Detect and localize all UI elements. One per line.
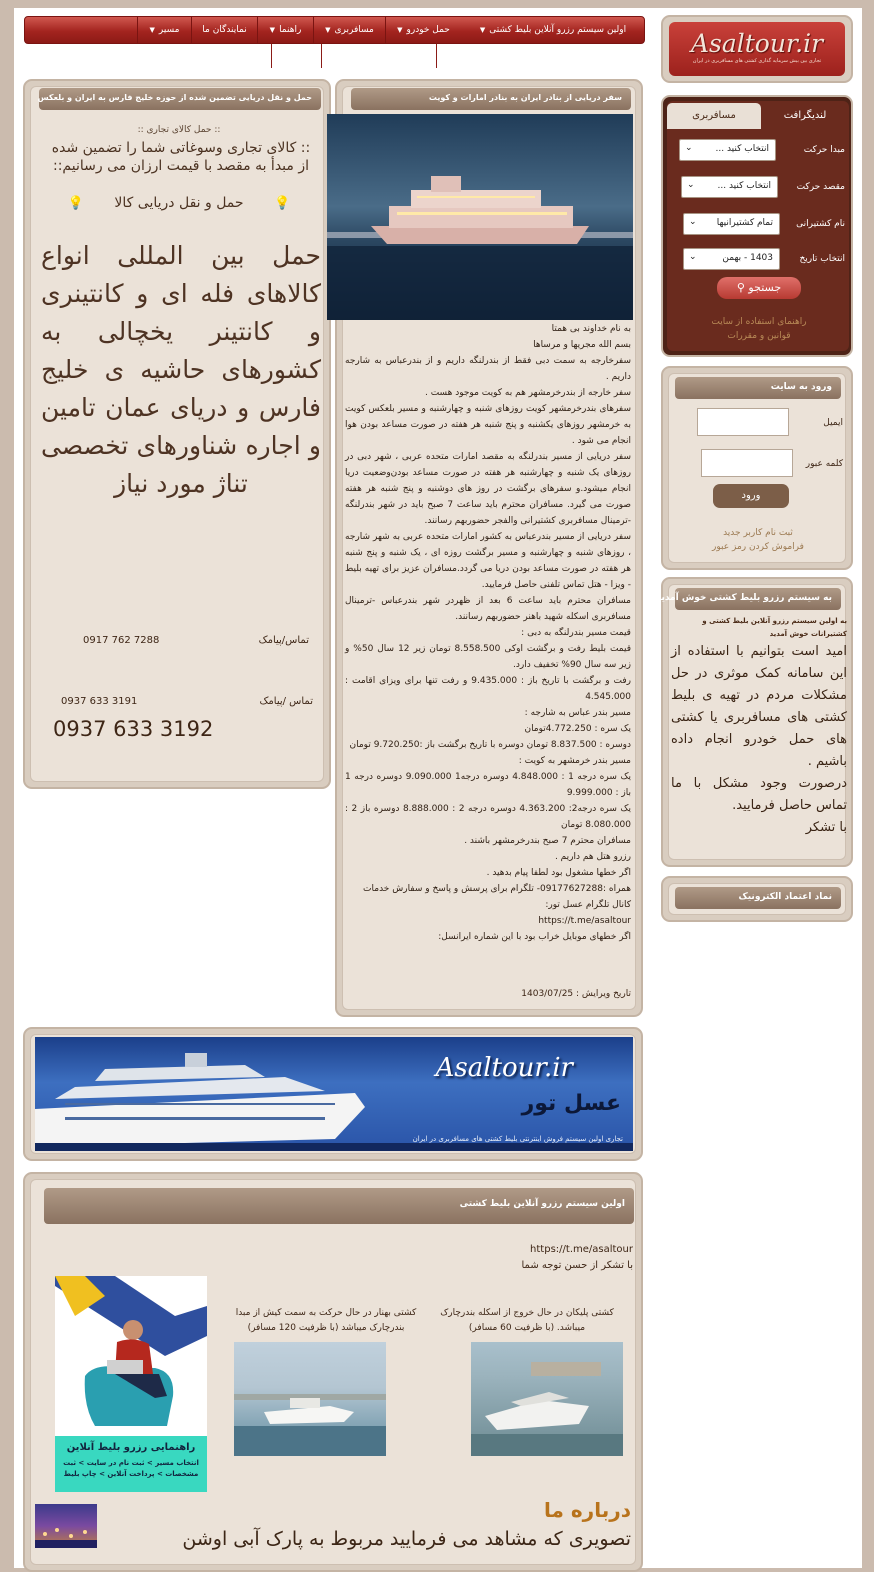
banner-name: عسل تور bbox=[521, 1091, 621, 1116]
menu-divider bbox=[271, 44, 272, 68]
login-title: ورود به سایت bbox=[675, 377, 841, 399]
email-label: ایمیل bbox=[823, 418, 843, 428]
tab-landing-craft[interactable]: لندیگرافت bbox=[783, 110, 827, 121]
bottom-panel bbox=[23, 1172, 643, 1572]
booking-guide-card[interactable] bbox=[55, 1276, 207, 1492]
password-field[interactable] bbox=[701, 449, 793, 477]
tab-passenger[interactable]: مسافربری bbox=[667, 103, 761, 129]
banner-logo-text: Asaltour.ir bbox=[435, 1053, 573, 1083]
behnar-ship-image bbox=[234, 1342, 386, 1456]
shipping-line-label: نام کشتیرانی bbox=[796, 219, 845, 229]
date-label: انتخاب تاریخ bbox=[799, 254, 845, 264]
welcome-title: به سیستم رزرو بلیط کشتی خوش آمدید bbox=[675, 588, 841, 610]
trip-title: سفر دریایی از بنادر ایران به بنادر امارات و کویت bbox=[351, 88, 631, 110]
pelican-ship-image bbox=[471, 1342, 623, 1456]
caret-down-icon: ▼ bbox=[325, 26, 331, 34]
ferry-photo bbox=[327, 114, 633, 320]
welcome-subtitle: به اولین سیستم رزرو آنلاین بلیط کشتی و کشتیرانات خوش آمدید bbox=[702, 617, 847, 638]
enamad-panel bbox=[661, 876, 853, 922]
logo-text: Asaltour.ir bbox=[690, 29, 824, 58]
origin-label: مبدا حرکت bbox=[803, 145, 845, 155]
chevron-down-icon: ⌄ bbox=[689, 217, 697, 227]
guide-illustration bbox=[55, 1276, 207, 1436]
caret-down-icon: ▼ bbox=[149, 26, 155, 34]
chevron-down-icon: ⌄ bbox=[685, 143, 693, 153]
trip-body: به نام خداوند بی همتا بسم الله مجریها و مرساها سفرخارجه به سمت دبی فقط از بندرلنگه داریم و از بندرعباس به شارجه داریم . سفر خارجه از بندرخرمشهر هم به کویت موجود هست . سفرهای بندرخرمشهر کویت روزهای شنبه و چهارشنبه و مسیر بلعکس کویت به خرمشهر روزهای یکشنبه و پنج شنبه هر هفته در صورت مساعد بودن هوا انجام می شود . سفر دریایی از مسیر بندرلنگه به مقصد امارات متحده عربی ، شهر دبی در روزهای یک شنبه و چهارشنبه هر هفته در صورت مساعد بودن‌وضعیت دریا انجام میشود.و سفرهای برگشت در روز های دوشنبه و پنج شنبه هر هفته صورت می گیرد. مسافران محترم باید ساعت 7 صبح باید در شهر بندرلنگه -ترمینال مسافربری کشتیرانی والفجر حضوربهم رسانند. سفر دریایی از مسیر بندرعباس به کشور امارات متحده عربی به شهر شارجه ، روزهای شنبه و چهارشنبه و مسیر برگشت روزه ای ، یک شنبه و پنج شنبه هر هفته در صورت مساعد بودن دریا می گردد.مسافران عزیز برای تهیه بلیط - ویزا - هتل تماس تلفنی حاصل فرمایید. مسافران محترم باید ساعت 6 بعد از ظهردر شهر بندرعباس -ترمینال مسافربری اسکله شهید باهنر حضوربهم رسانند. قیمت مسیر بندرلنگه به دبی : قیمت بلیط رفت و برگشت اوکی 8.558.500 تومان زیر 12 سال 50% و زیر سه سال 90% تخفیف دارد. رفت و برگشت با تاریخ باز : 9.435.000 و رفت تنها برای ویزای اقامت : 4.545.000 مسیر بندر عباس به شارجه : یک سره : 4.772.250تومان دوسره : 8.837.500 تومان دوسره با تاریخ برگشت باز :9.720.250 تومان مسیر بندر خرمشهر به کویت : یک سره درجه 1 : 4.848.000 دوسره درجه1 9.090.000 دوسره درجه 1 باز : 9.999.000 یک سره درجه2: 4.363.200 دوسره درجه 2 : 8.888.000 دوسره باز 2 : 8.080.000 تومان مسافران محترم 7 صبح بندرخرمشهر باشند . رزرو هتل هم داریم . اگر خطها مشغول بود لطفا پیام بدهید . همراه :09177627288- تلگرام برای پرسش و پاسخ و سفارش خدمات کانال تلگرام عسل تور: https://t.me/asaltour اگر خطهای موبایل خراب بود با این شماره ایرانسل: bbox=[345, 324, 632, 942]
logo-tagline: تجاری بین بیش سرمایه گذاری کشتی های مسافربری در ایران bbox=[692, 58, 822, 64]
main-menu bbox=[24, 16, 645, 44]
enamad-title[interactable]: نماد اعتماد الکترونیک bbox=[675, 887, 841, 909]
destination-label: مقصد حرکت bbox=[796, 182, 845, 192]
menu-item-car-transport[interactable]: حمل خودرو▼ bbox=[385, 17, 461, 43]
date-select[interactable]: 1403 - بهمن ⌄ bbox=[683, 248, 780, 270]
login-panel bbox=[661, 366, 853, 570]
bottom-title: اولین سیستم رزرو آنلاین بلیط کشتی bbox=[44, 1188, 634, 1224]
login-button[interactable]: ورود bbox=[713, 484, 789, 508]
about-photo bbox=[35, 1504, 97, 1548]
ship1-caption: کشتی پلیکان در حال خروج از اسکله بندرچارک میباشد. (با ظرفیت 60 مسافر) bbox=[440, 1308, 614, 1333]
about-text: تصویری که مشاهد می فرمایید مربوط به پارک آبی اوشن bbox=[182, 1528, 631, 1550]
email-field[interactable] bbox=[697, 408, 789, 436]
logo-panel[interactable] bbox=[661, 15, 853, 83]
aquapark-image bbox=[35, 1504, 97, 1548]
about-title: درباره ما bbox=[544, 1498, 631, 1522]
search-panel bbox=[661, 95, 853, 357]
chevron-down-icon: ⌄ bbox=[687, 180, 695, 190]
menu-item-agents[interactable]: نمایندگان ما bbox=[191, 17, 257, 43]
shipping-line-select[interactable]: تمام کشتیرانیها ⌄ bbox=[683, 213, 780, 235]
chevron-down-icon: ⌄ bbox=[689, 252, 697, 262]
menu-item-passenger[interactable]: مسافربری▼ bbox=[313, 17, 385, 43]
cargo-intro: :: کالای تجاری وسوغاتی شما را تضمین شده از مبدأ به مقصد با قیمت ارزان می رسانیم:: bbox=[51, 140, 311, 174]
edit-date: تاریخ ویرایش : 1403/07/25 bbox=[521, 989, 631, 999]
lightbulb-icon: 💡 bbox=[274, 196, 291, 211]
trip-panel bbox=[335, 79, 643, 1017]
contact1-value[interactable]: 0917 762 7288 bbox=[83, 635, 160, 646]
booking-guide-footer: راهنمایی رزرو بلیط آنلاین انتخاب مسیر > ثبت نام در سایت > ثبت مشخصات > پرداخت آنلاین > چاپ بلیط bbox=[55, 1436, 207, 1492]
cargo-tag: :: حمل کالای تجاری :: bbox=[137, 125, 221, 135]
banner-tagline: تجاری اولین سیستم فروش اینترنتی بلیط کشتی های مسافربری در ایران bbox=[412, 1135, 623, 1143]
ferry-image bbox=[327, 114, 633, 320]
usage-guide-link[interactable]: راهنمای استفاده از سایت bbox=[711, 317, 807, 327]
forgot-password-link[interactable]: فراموش کردن رمز عبور bbox=[712, 542, 804, 552]
ship2-caption: کشتی بهنار در حال حرکت به سمت کیش از مبدا بندرچارک میباشد (با ظرفیت 120 مسافر) bbox=[235, 1308, 417, 1333]
menu-item-guide[interactable]: راهنما▼ bbox=[257, 17, 313, 43]
ship1-photo[interactable] bbox=[471, 1342, 623, 1456]
register-link[interactable]: ثبت نام کاربر جدید bbox=[723, 528, 793, 538]
menu-item-route[interactable]: مسیر▼ bbox=[137, 17, 191, 43]
caret-down-icon: ▼ bbox=[269, 26, 276, 34]
cargo-panel bbox=[23, 79, 331, 789]
terms-link[interactable]: قوانین و مقررات bbox=[727, 331, 791, 341]
search-button[interactable]: جستجو ⚲ bbox=[717, 277, 801, 299]
menu-item-online-booking[interactable]: اولین سیستم رزرو آنلاین بلیط کشتی▼ bbox=[479, 25, 627, 35]
menu-divider bbox=[436, 44, 437, 68]
telegram-link[interactable]: https://t.me/asaltour bbox=[538, 916, 631, 926]
banner-image[interactable] bbox=[35, 1037, 633, 1151]
cargo-title: حمل و نقل دریایی تضمین شده از حوزه خلیج فارس به ایران و بلعکس bbox=[39, 88, 321, 110]
contact1-label: تماس/پیامک bbox=[258, 635, 309, 646]
contact3-value[interactable]: 0937 633 3192 bbox=[53, 717, 214, 741]
bottom-telegram-link[interactable]: https://t.me/asaltour bbox=[530, 1244, 633, 1255]
site-logo[interactable] bbox=[669, 22, 845, 76]
contact2-value[interactable]: 0937 633 3191 bbox=[61, 696, 138, 707]
contact2-label: تماس /پیامک bbox=[259, 696, 313, 707]
destination-select[interactable]: انتخاب کنید ... ⌄ bbox=[681, 176, 778, 198]
lightbulb-icon: 💡 bbox=[67, 196, 84, 211]
ship2-photo[interactable] bbox=[234, 1342, 386, 1456]
caret-down-icon: ▼ bbox=[397, 26, 403, 34]
cargo-big-text: حمل بین المللی انواع کالاهای فله ای و کانتینری و کانتینر یخچالی به کشورهای حاشیه ی خلیج فارس و دریای عمان تامین و اجاره شناورهای تخصصی تناژ مورد نیاز bbox=[41, 241, 321, 498]
password-label: کلمه عبور bbox=[805, 459, 843, 469]
welcome-text: امید است بتوانیم با استفاده از این سامانه کمک موثری در حل مشکلات مردم در تهیه ی بلیط کشتی های مسافربری یا کشتی های حمل خودرو انجام داده باشیم . درصورت وجود مشکل با ما تماس حاصل فرمایید. با تشکر bbox=[671, 644, 847, 835]
origin-select[interactable]: انتخاب کنید ... ⌄ bbox=[679, 139, 776, 161]
welcome-panel bbox=[656, 577, 853, 867]
search-links bbox=[673, 315, 845, 343]
cargo-sub: 💡 حمل و نقل دریایی کالا 💡 bbox=[67, 195, 291, 211]
menu-divider bbox=[321, 44, 322, 68]
magnifier-icon: ⚲ bbox=[736, 281, 745, 294]
caret-down-icon: ▼ bbox=[479, 26, 486, 34]
banner-panel bbox=[23, 1027, 643, 1161]
bottom-thanks: با تشکر از حسن توجه شما bbox=[521, 1260, 633, 1271]
login-links bbox=[673, 526, 843, 554]
